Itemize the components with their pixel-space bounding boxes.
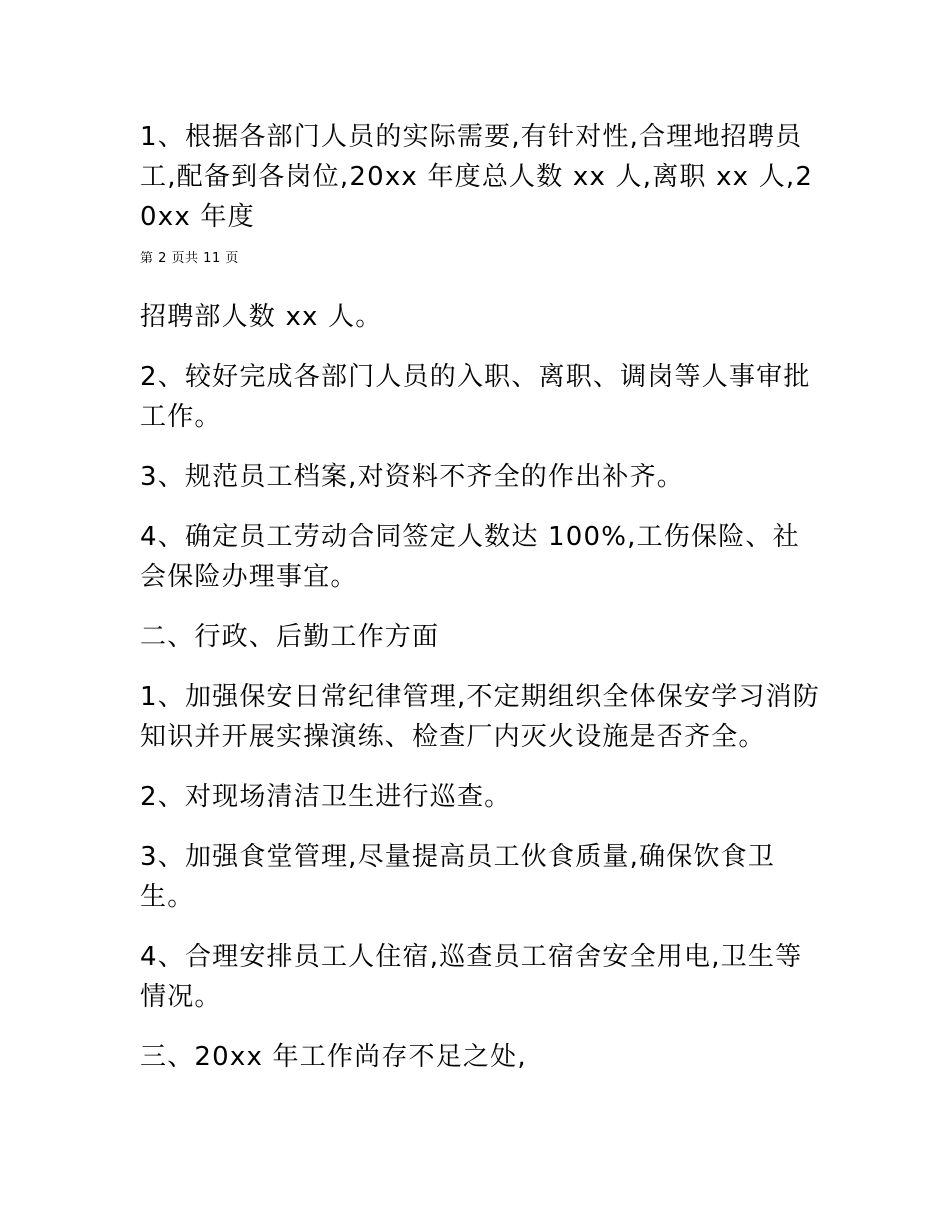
page-number: 第 2 页共 11 页 bbox=[140, 251, 239, 266]
paragraph-labor-contract: 4、确定员工劳动合同签定人数达 100%,工伤保险、社会保险办理事宜。 bbox=[140, 522, 800, 592]
section-heading-admin-logistics: 二、行政、后勤工作方面 bbox=[140, 622, 440, 652]
paragraph-employee-files: 3、规范员工档案,对资料不齐全的作出补齐。 bbox=[140, 462, 685, 492]
paragraph-canteen-management: 3、加强食堂管理,尽量提高员工伙食质量,确保饮食卫生。 bbox=[140, 842, 776, 912]
paragraph-dormitory-arrangement: 4、合理安排员工人住宿,巡查员工宿舍安全用电,卫生等情况。 bbox=[140, 942, 803, 1012]
section-heading-shortcomings: 三、20xx 年工作尚存不足之处, bbox=[140, 1042, 527, 1072]
paragraph-recruitment: 1、根据各部门人员的实际需要,有针对性,合理地招聘员工,配备到各岗位,20xx 年度总人数 xx 人,离职 xx 人,20xx 年度 bbox=[140, 122, 814, 232]
document-body bbox=[140, 117, 820, 1097]
paragraph-hr-approval: 2、较好完成各部门人员的入职、离职、调岗等人事审批工作。 bbox=[140, 362, 811, 432]
paragraph-security-management: 1、加强保安日常纪律管理,不定期组织全体保安学习消防知识并开展实操演练、检查厂内灭火设施是否齐全。 bbox=[140, 682, 821, 752]
paragraph-recruitment-count: 招聘部人数 xx 人。 bbox=[140, 302, 383, 332]
paragraph-cleaning-inspection: 2、对现场清洁卫生进行巡查。 bbox=[140, 782, 512, 812]
